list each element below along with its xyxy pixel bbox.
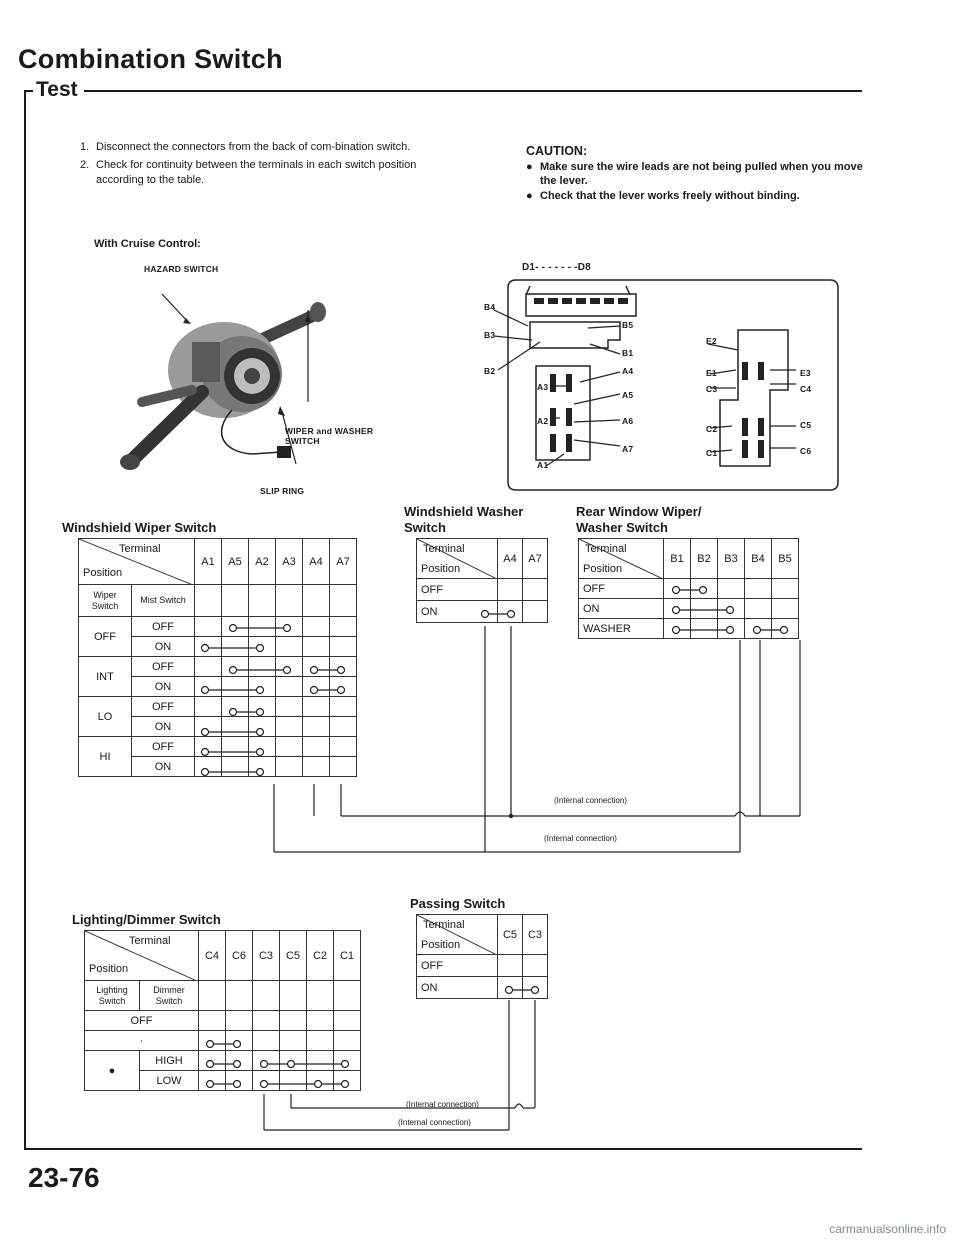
col-c2: C2 bbox=[307, 931, 334, 981]
caution-item: ● Make sure the wire leads are not being pulled when you move the lever. bbox=[526, 161, 863, 187]
pin-a3: A3 bbox=[537, 382, 549, 392]
lighting-header-cell: Terminal Position bbox=[85, 931, 199, 981]
col-c3: C3 bbox=[523, 915, 548, 955]
wiper-switch-subhead: Wiper Switch bbox=[79, 585, 132, 617]
pin-a1: A1 bbox=[537, 460, 549, 470]
pin-a6: A6 bbox=[622, 416, 634, 426]
col-b2: B2 bbox=[691, 539, 718, 579]
passing-switch-table: Terminal Position C5 C3 OFF ON bbox=[416, 914, 548, 999]
col-c6: C6 bbox=[226, 931, 253, 981]
pin-b5: B5 bbox=[622, 320, 634, 330]
section-heading: Test bbox=[36, 78, 78, 101]
col-b1: B1 bbox=[664, 539, 691, 579]
col-b5: B5 bbox=[772, 539, 799, 579]
wiper-switch-label-2: SWITCH bbox=[285, 436, 320, 446]
pin-b1: B1 bbox=[622, 348, 634, 358]
wiper-switch-table: Terminal Position A1 A5 A2 A3 A4 A7 Wiper Switch Mist Switch OFF OFF ON INT OFF ON LO OFF ON HI OFF ON bbox=[78, 538, 357, 777]
bullet-icon: ● bbox=[526, 190, 533, 202]
row-position-lights: · bbox=[85, 1031, 199, 1051]
with-cruise-label: With Cruise Control: bbox=[94, 238, 201, 250]
bullet-icon: ● bbox=[526, 161, 533, 173]
col-c5: C5 bbox=[280, 931, 307, 981]
group-lo: LO bbox=[79, 697, 132, 737]
passing-header-cell: Terminal Position bbox=[417, 915, 498, 955]
col-c3: C3 bbox=[253, 931, 280, 981]
row-off: OFF bbox=[85, 1011, 199, 1031]
pin-e1: E1 bbox=[706, 368, 717, 378]
pin-e3: E3 bbox=[800, 368, 811, 378]
col-a7: A7 bbox=[523, 539, 548, 579]
pin-c3: C3 bbox=[706, 384, 718, 394]
step-2: 2. Check for continuity between the terminals in each switch position according to the table. bbox=[80, 159, 417, 186]
dimmer-switch-subhead: Dimmer Switch bbox=[140, 981, 199, 1011]
group-int: INT bbox=[79, 657, 132, 697]
rear-table-title-1: Rear Window Wiper/ bbox=[576, 504, 702, 519]
pin-b2: B2 bbox=[484, 366, 496, 376]
mist-switch-subhead: Mist Switch bbox=[132, 585, 195, 617]
group-hi: HI bbox=[79, 737, 132, 777]
col-c5: C5 bbox=[498, 915, 523, 955]
col-a3: A3 bbox=[276, 539, 303, 585]
wiper-switch-label-1: WIPER and WASHER bbox=[285, 426, 374, 436]
col-a4: A4 bbox=[303, 539, 330, 585]
col-a7: A7 bbox=[330, 539, 357, 585]
rear-header-cell: Terminal Position bbox=[579, 539, 664, 579]
pin-c4: C4 bbox=[800, 384, 812, 394]
pin-c2: C2 bbox=[706, 424, 718, 434]
lighting-table-title: Lighting/Dimmer Switch bbox=[72, 912, 221, 927]
washer-switch-table: Terminal Position A4 A7 OFF ON bbox=[416, 538, 548, 623]
caution-heading: CAUTION: bbox=[526, 144, 588, 158]
page-title: Combination Switch bbox=[18, 44, 283, 74]
washer-table-title-2: Switch bbox=[404, 520, 446, 535]
lighting-dimmer-table: Terminal Position C4 C6 C3 C5 C2 C1 Lighting Switch Dimmer Switch OFF · ● HIGH LOW bbox=[84, 930, 361, 1091]
col-a4: A4 bbox=[498, 539, 523, 579]
pin-b3: B3 bbox=[484, 330, 496, 340]
internal-connection-label-3: (Internal connection) bbox=[406, 1100, 479, 1109]
group-off: OFF bbox=[79, 617, 132, 657]
row-headlights: ● bbox=[85, 1051, 140, 1091]
col-b4: B4 bbox=[745, 539, 772, 579]
col-a5: A5 bbox=[222, 539, 249, 585]
wiper-table-title: Windshield Wiper Switch bbox=[62, 520, 217, 535]
rear-table-title-2: Washer Switch bbox=[576, 520, 668, 535]
hazard-switch-label: HAZARD SWITCH bbox=[144, 264, 219, 274]
passing-table-title: Passing Switch bbox=[410, 896, 506, 911]
col-a2: A2 bbox=[249, 539, 276, 585]
pin-a4: A4 bbox=[622, 366, 634, 376]
internal-connection-label-4: (Internal connection) bbox=[398, 1118, 471, 1127]
col-b3: B3 bbox=[718, 539, 745, 579]
step-1: 1. Disconnect the connectors from the back of com-bination switch. bbox=[80, 141, 411, 153]
pin-a5: A5 bbox=[622, 390, 634, 400]
pin-a7: A7 bbox=[622, 444, 634, 454]
col-c1: C1 bbox=[334, 931, 361, 981]
caution-item: ● Check that the lever works freely without binding. bbox=[526, 190, 800, 202]
col-a1: A1 bbox=[195, 539, 222, 585]
pin-c1: C1 bbox=[706, 448, 718, 458]
d-range-label: D1- - - - - - -D8 bbox=[522, 262, 591, 273]
slip-ring-label: SLIP RING bbox=[260, 486, 305, 496]
washer-header-cell: Terminal Position bbox=[417, 539, 498, 579]
lighting-switch-subhead: Lighting Switch bbox=[85, 981, 140, 1011]
rear-wiper-table: Terminal Position B1 B2 B3 B4 B5 OFF ON WASHER bbox=[578, 538, 799, 639]
pin-e2: E2 bbox=[706, 336, 717, 346]
pin-c5: C5 bbox=[800, 420, 812, 430]
page-number: 23-76 bbox=[28, 1162, 100, 1193]
pin-c6: C6 bbox=[800, 446, 812, 456]
pin-b4: B4 bbox=[484, 302, 496, 312]
watermark: carmanualsonline.info bbox=[829, 1222, 946, 1236]
pin-a2: A2 bbox=[537, 416, 549, 426]
internal-connection-label-2: (Internal connection) bbox=[544, 834, 617, 843]
wiper-header-cell: Terminal Position bbox=[79, 539, 195, 585]
col-c4: C4 bbox=[199, 931, 226, 981]
washer-table-title-1: Windshield Washer bbox=[404, 504, 524, 519]
internal-connection-label-1: (Internal connection) bbox=[554, 796, 627, 805]
